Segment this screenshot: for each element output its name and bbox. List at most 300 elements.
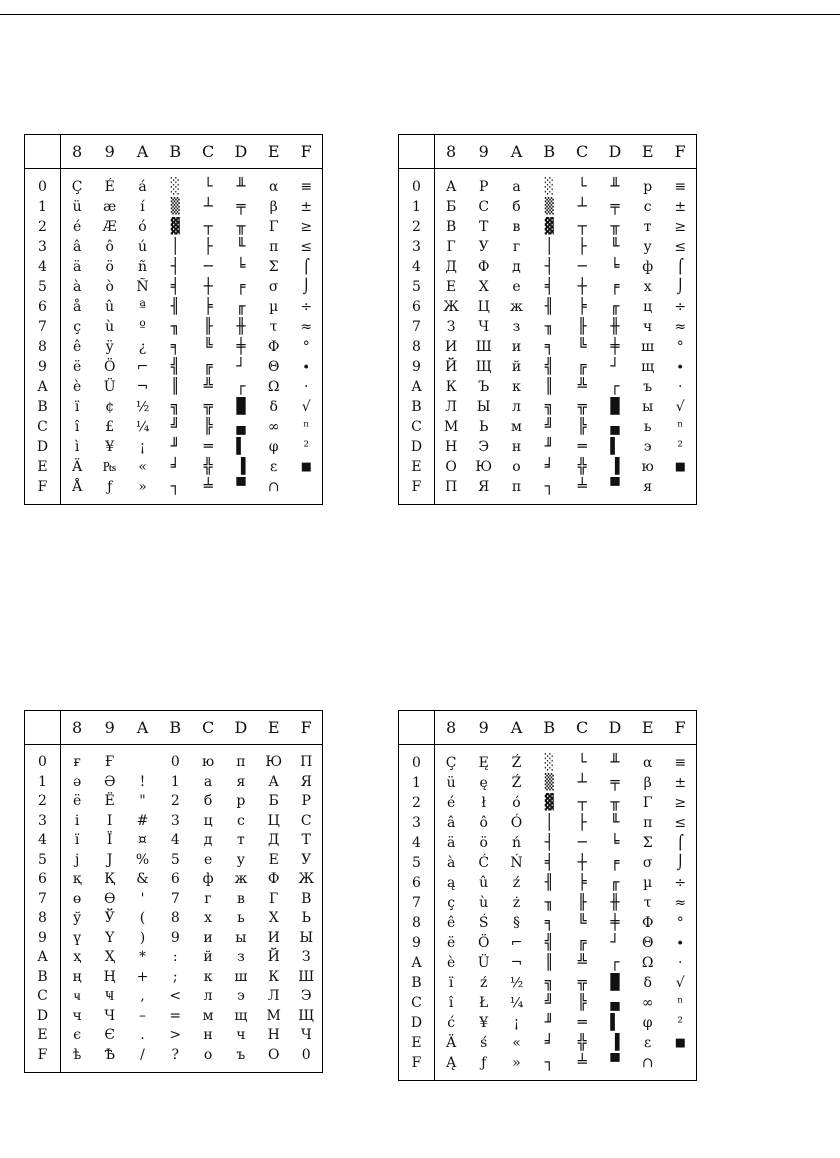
- glyph-cell: [664, 893, 697, 913]
- glyph-cell: [467, 197, 500, 217]
- glyph: ≡: [674, 178, 687, 195]
- row-header: 3: [25, 237, 61, 257]
- glyph: ": [139, 793, 146, 810]
- row-header: 1: [25, 197, 61, 217]
- glyph-cell: [126, 477, 159, 497]
- glyph: Φ: [267, 338, 280, 355]
- glyph: π: [269, 238, 279, 255]
- glyph-cell: [257, 237, 290, 257]
- glyph-cell: [224, 812, 257, 832]
- glyph: î: [448, 994, 454, 1011]
- glyph-cell: [598, 257, 631, 277]
- glyph-cell: [500, 893, 533, 913]
- glyph: Є: [104, 1027, 116, 1044]
- row-header: 0: [399, 753, 435, 773]
- glyph: «: [512, 1034, 521, 1051]
- glyph: ²: [303, 438, 310, 455]
- glyph-cell: [664, 973, 697, 993]
- glyph-cell: [257, 948, 290, 968]
- glyph: µ: [269, 298, 279, 315]
- glyph: ≈: [300, 318, 313, 335]
- glyph: В: [446, 218, 457, 235]
- glyph-cell: [467, 237, 500, 257]
- glyph-cell: [192, 257, 225, 277]
- glyph: ⁿ: [677, 418, 684, 435]
- glyph-cell: [631, 773, 664, 793]
- glyph-cell: [257, 297, 290, 317]
- glyph: С: [478, 198, 490, 215]
- glyph-cell: [631, 873, 664, 893]
- glyph-cell: [566, 337, 599, 357]
- glyph-cell: [598, 833, 631, 853]
- glyph: ■: [675, 1033, 685, 1051]
- glyph-cell: [192, 948, 225, 968]
- glyph: ∞: [641, 994, 654, 1011]
- glyph-cell: [224, 237, 257, 257]
- glyph: Ñ: [136, 278, 149, 295]
- glyph: ╨: [236, 177, 246, 195]
- glyph: ѣ: [72, 1046, 82, 1063]
- glyph: ?: [171, 1046, 180, 1063]
- glyph: ╜: [544, 437, 554, 455]
- glyph-cell: [598, 237, 631, 257]
- glyph: х: [204, 910, 213, 927]
- glyph: ù: [105, 318, 115, 335]
- row-header: D: [399, 1013, 435, 1033]
- glyph: ≡: [300, 178, 313, 195]
- glyph: Ы: [476, 398, 491, 415]
- glyph-cell: [93, 217, 126, 237]
- glyph: ┼: [577, 853, 587, 871]
- glyph: з: [237, 949, 245, 966]
- glyph-cell: [500, 257, 533, 277]
- glyph: 5: [170, 851, 180, 868]
- glyph-cell: [631, 417, 664, 437]
- row-header: E: [25, 457, 61, 477]
- glyph: ╡: [170, 277, 180, 295]
- glyph: ╝: [544, 993, 554, 1011]
- glyph: ▌: [610, 437, 620, 455]
- glyph-cell: [631, 1013, 664, 1033]
- column-header: E: [631, 135, 664, 169]
- glyph: ▌: [236, 437, 246, 455]
- glyph-cell: [664, 873, 697, 893]
- glyph: ╤: [236, 197, 246, 215]
- glyph-cell: [126, 177, 159, 197]
- glyph: ы: [235, 929, 247, 946]
- glyph: ╓: [610, 297, 620, 315]
- glyph: о: [512, 458, 521, 475]
- glyph-cell: [664, 437, 697, 457]
- row-header: C: [399, 417, 435, 437]
- glyph: Ү: [105, 929, 115, 946]
- glyph: Ы: [299, 929, 314, 946]
- glyph-cell: [435, 457, 468, 477]
- glyph-cell: [664, 477, 697, 497]
- glyph: я: [643, 478, 653, 495]
- glyph: ▀: [610, 477, 620, 495]
- glyph: ч: [236, 1027, 246, 1044]
- glyph-cell: [533, 357, 566, 377]
- glyph: ░: [170, 177, 180, 195]
- glyph: Φ: [641, 914, 654, 931]
- glyph: М: [266, 1007, 281, 1024]
- glyph: ф: [642, 258, 654, 275]
- glyph: :: [172, 949, 178, 966]
- row-header: D: [25, 437, 61, 457]
- glyph-cell: [257, 317, 290, 337]
- glyph: δ: [269, 398, 278, 415]
- glyph: ╢: [544, 873, 554, 891]
- glyph: ╘: [610, 257, 620, 275]
- glyph: ┐: [544, 477, 554, 495]
- glyph-cell: [126, 792, 159, 812]
- glyph-cell: [159, 870, 192, 890]
- glyph-cell: [631, 477, 664, 497]
- glyph: ╓: [610, 873, 620, 891]
- glyph-cell: [224, 870, 257, 890]
- glyph: ╨: [610, 753, 620, 771]
- glyph-cell: [631, 457, 664, 477]
- glyph-cell: [93, 870, 126, 890]
- glyph-cell: [224, 1026, 257, 1046]
- glyph: τ: [643, 894, 652, 911]
- glyph: ╘: [236, 257, 246, 275]
- glyph-cell: [224, 987, 257, 1007]
- glyph-cell: [435, 477, 468, 497]
- glyph-cell: [533, 1013, 566, 1033]
- glyph: ш: [641, 338, 655, 355]
- row-header: A: [25, 948, 61, 968]
- glyph-cell: [159, 1007, 192, 1027]
- glyph: ц: [643, 298, 653, 315]
- glyph-cell: [224, 257, 257, 277]
- glyph-cell: [192, 377, 225, 397]
- glyph-cell: [192, 277, 225, 297]
- column-header: C: [192, 135, 225, 169]
- glyph-cell: [435, 397, 468, 417]
- glyph-cell: [93, 277, 126, 297]
- glyph: ┬: [577, 793, 587, 811]
- row-header: B: [399, 973, 435, 993]
- glyph: ү: [73, 929, 82, 946]
- glyph-cell: [290, 437, 323, 457]
- glyph: ┘: [610, 357, 620, 375]
- glyph: С: [300, 812, 312, 829]
- glyph-cell: [566, 477, 599, 497]
- glyph: ): [139, 929, 146, 946]
- row-header: 5: [25, 851, 61, 871]
- glyph-cell: [93, 831, 126, 851]
- glyph: ²: [677, 1014, 684, 1031]
- glyph: ▒: [544, 197, 554, 215]
- glyph-cell: [290, 812, 323, 832]
- glyph-cell: [566, 813, 599, 833]
- glyph-cell: [126, 217, 159, 237]
- glyph-cell: [631, 237, 664, 257]
- glyph-cell: [224, 437, 257, 457]
- glyph: ║: [170, 377, 180, 395]
- glyph-cell: [126, 987, 159, 1007]
- glyph-cell: [631, 297, 664, 317]
- glyph: <: [169, 988, 182, 1005]
- glyph-cell: [257, 1046, 290, 1066]
- glyph-cell: [192, 417, 225, 437]
- glyph: ƒ: [107, 478, 113, 495]
- glyph: ╕: [544, 913, 554, 931]
- glyph: Ź: [511, 774, 522, 791]
- glyph-cell: [467, 1053, 500, 1073]
- glyph: Ü: [477, 954, 490, 971]
- glyph: ⁿ: [677, 994, 684, 1011]
- glyph-cell: [435, 953, 468, 973]
- glyph: ╔: [203, 357, 213, 375]
- glyph-cell: [126, 929, 159, 949]
- row-header: 6: [399, 297, 435, 317]
- glyph: 4: [170, 832, 180, 849]
- glyph: ł: [481, 794, 486, 811]
- glyph: ª: [139, 298, 146, 315]
- glyph-cell: [664, 853, 697, 873]
- glyph-cell: [435, 773, 468, 793]
- glyph: А: [268, 773, 279, 790]
- glyph: ╛: [544, 457, 554, 475]
- glyph-cell: [566, 1013, 599, 1033]
- glyph-cell: [290, 397, 323, 417]
- glyph-cell: [598, 753, 631, 773]
- glyph-cell: [435, 177, 468, 197]
- glyph: Э: [478, 438, 490, 455]
- glyph-cell: [93, 437, 126, 457]
- glyph-cell: [533, 277, 566, 297]
- row-header: 7: [25, 890, 61, 910]
- glyph-cell: [192, 831, 225, 851]
- glyph-cell: [500, 813, 533, 833]
- table-top-left: [24, 134, 323, 505]
- glyph: М: [443, 418, 459, 435]
- glyph: У: [478, 238, 489, 255]
- glyph-cell: [500, 437, 533, 457]
- glyph-cell: [500, 217, 533, 237]
- glyph: σ: [268, 278, 279, 295]
- row-header: 4: [399, 257, 435, 277]
- row-header: 3: [399, 813, 435, 833]
- glyph-cell: [257, 968, 290, 988]
- glyph-cell: [598, 933, 631, 953]
- glyph-cell: [598, 477, 631, 497]
- glyph-cell: [598, 397, 631, 417]
- glyph: =: [169, 1007, 182, 1024]
- glyph-cell: [257, 831, 290, 851]
- glyph: Ś: [478, 914, 489, 931]
- glyph-cell: [467, 357, 500, 377]
- glyph-cell: [93, 851, 126, 871]
- glyph: Ю: [265, 754, 283, 771]
- glyph: и: [203, 929, 213, 946]
- glyph-cell: [500, 177, 533, 197]
- glyph-cell: [467, 477, 500, 497]
- glyph-cell: [467, 317, 500, 337]
- glyph-cell: [126, 337, 159, 357]
- glyph: ш: [234, 968, 248, 985]
- glyph: З: [301, 949, 311, 966]
- glyph-cell: [192, 792, 225, 812]
- glyph-cell: [631, 317, 664, 337]
- glyph-cell: [192, 773, 225, 793]
- glyph-cell: [664, 257, 697, 277]
- glyph-cell: [159, 377, 192, 397]
- glyph: і: [74, 812, 80, 829]
- glyph-cell: [664, 177, 697, 197]
- glyph-cell: [257, 870, 290, 890]
- glyph-cell: [533, 773, 566, 793]
- column-header: C: [192, 711, 225, 745]
- glyph-cell: [159, 987, 192, 1007]
- glyph-cell: [224, 457, 257, 477]
- glyph: Б: [446, 198, 457, 215]
- glyph: ╚: [577, 913, 587, 931]
- glyph-cell: [93, 890, 126, 910]
- corner-cell: [25, 711, 61, 745]
- glyph-cell: [566, 893, 599, 913]
- glyph: ы: [642, 398, 654, 415]
- column-header: E: [631, 711, 664, 745]
- glyph-cell: [290, 377, 323, 397]
- glyph-cell: [598, 317, 631, 337]
- row-header: 5: [399, 853, 435, 873]
- glyph: *: [138, 949, 146, 966]
- glyph: ≡: [674, 754, 687, 771]
- glyph-cell: [224, 317, 257, 337]
- glyph: Ω: [267, 378, 280, 395]
- column-header: F: [290, 135, 323, 169]
- glyph: Ц: [267, 812, 280, 829]
- glyph-cell: [435, 933, 468, 953]
- row-header: 4: [25, 831, 61, 851]
- row-header: 8: [399, 337, 435, 357]
- glyph: 7: [170, 890, 180, 907]
- corner-cell: [399, 711, 435, 745]
- glyph-cell: [257, 357, 290, 377]
- glyph: Ę: [478, 754, 489, 771]
- glyph: >: [169, 1027, 182, 1044]
- glyph: З: [446, 318, 456, 335]
- glyph-cell: [126, 197, 159, 217]
- glyph: ¿: [138, 338, 147, 355]
- glyph-cell: [290, 773, 323, 793]
- glyph: м: [202, 1007, 214, 1024]
- glyph-cell: [290, 1046, 323, 1066]
- glyph-cell: [126, 397, 159, 417]
- glyph: ╠: [577, 993, 587, 1011]
- glyph: ç: [447, 894, 456, 911]
- glyph-cell: [61, 1046, 94, 1066]
- glyph-cell: [224, 477, 257, 497]
- glyph: §: [512, 914, 520, 931]
- column-header: 9: [467, 135, 500, 169]
- glyph: █: [610, 397, 620, 415]
- glyph: Ф: [477, 258, 490, 275]
- glyph-cell: [93, 297, 126, 317]
- glyph: к: [203, 968, 213, 985]
- glyph-cell: [290, 831, 323, 851]
- glyph-cell: [126, 357, 159, 377]
- glyph-cell: [93, 317, 126, 337]
- glyph: ñ: [137, 258, 147, 275]
- column-header: F: [664, 135, 697, 169]
- glyph: Σ: [642, 834, 653, 851]
- glyph: ;: [172, 968, 178, 985]
- glyph: +: [136, 968, 149, 985]
- glyph-cell: [93, 377, 126, 397]
- glyph-cell: [126, 890, 159, 910]
- glyph-cell: [159, 397, 192, 417]
- column-header: 9: [467, 711, 500, 745]
- glyph: А: [445, 178, 457, 195]
- glyph: Σ: [268, 258, 279, 275]
- column-header: E: [257, 135, 290, 169]
- glyph: 8: [170, 910, 180, 927]
- column-header: D: [224, 135, 257, 169]
- glyph-cell: [224, 831, 257, 851]
- glyph-cell: [467, 417, 500, 437]
- glyph: ╣: [170, 357, 180, 375]
- glyph: ┐: [544, 1053, 554, 1071]
- glyph-cell: [631, 277, 664, 297]
- glyph-cell: [126, 773, 159, 793]
- row-header: A: [399, 377, 435, 397]
- glyph: В: [301, 890, 312, 907]
- glyph-cell: [159, 237, 192, 257]
- glyph: ╙: [610, 813, 620, 831]
- glyph: ╩: [577, 377, 587, 395]
- glyph: у: [236, 851, 245, 868]
- glyph-cell: [598, 357, 631, 377]
- glyph-cell: [467, 297, 500, 317]
- glyph-cell: [566, 973, 599, 993]
- glyph: ╧: [577, 1053, 587, 1071]
- glyph: ң: [72, 968, 82, 985]
- glyph-cell: [159, 968, 192, 988]
- glyph: в: [512, 218, 521, 235]
- glyph-cell: [61, 277, 94, 297]
- glyph: ┴: [203, 197, 213, 215]
- glyph-cell: [93, 397, 126, 417]
- glyph-cell: [566, 853, 599, 873]
- glyph: ò: [105, 278, 114, 295]
- column-header: B: [533, 135, 566, 169]
- row-header: A: [25, 377, 61, 397]
- glyph-cell: [290, 177, 323, 197]
- row-header: F: [25, 477, 61, 497]
- glyph-cell: [93, 987, 126, 1007]
- glyph-cell: [93, 457, 126, 477]
- glyph: ╖: [170, 317, 180, 335]
- glyph: ô: [479, 814, 488, 831]
- glyph: ┬: [577, 217, 587, 235]
- glyph: ╓: [236, 297, 246, 315]
- glyph-cell: [257, 753, 290, 773]
- glyph: ┴: [577, 773, 587, 791]
- glyph: ў: [73, 910, 82, 927]
- glyph-cell: [500, 973, 533, 993]
- glyph: б: [512, 198, 521, 215]
- top-rule: [0, 14, 840, 15]
- glyph-cell: [159, 1046, 192, 1066]
- row-header: 0: [25, 177, 61, 197]
- glyph-cell: [664, 377, 697, 397]
- glyph-cell: [664, 337, 697, 357]
